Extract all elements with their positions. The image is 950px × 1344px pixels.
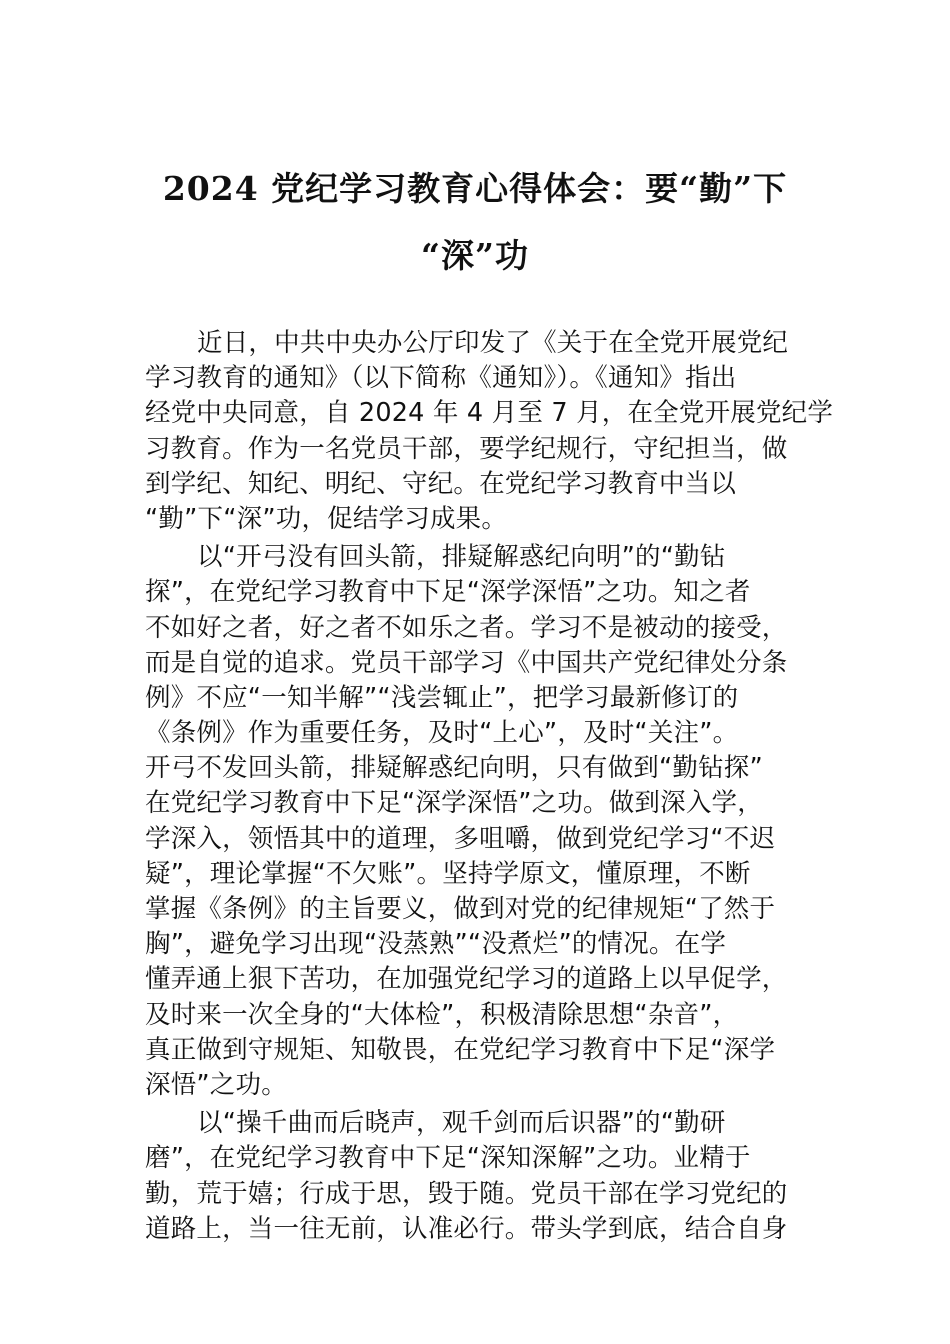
paragraph-line: 勤，荒于嬉；行成于思，毁于随。党员干部在学习党纪的 (145, 1178, 788, 1209)
paragraph-line: 学习教育的通知》（以下简称《通知》）。《通知》指出 (145, 363, 737, 394)
paragraph-line: 习教育。作为一名党员干部，要学纪规行，守纪担当，做 (145, 433, 788, 464)
paragraph-line: 《条例》作为重要任务，及时“上心”，及时“关注”。 (145, 718, 739, 749)
paragraph-line: 在党纪学习教育中下足“深学深悟”之功。做到深入学， (145, 788, 763, 819)
paragraph (145, 326, 834, 537)
document-title-line-1: 2024 党纪学习教育心得体会：要“勤”下 (162, 169, 788, 208)
paragraph-line: 磨”，在党纪学习教育中下足“深知深解”之功。业精于 (145, 1143, 751, 1174)
document-body (145, 326, 834, 1247)
paragraph-line: 深悟”之功。 (145, 1069, 287, 1100)
paragraph-line: 懂弄通上狠下苦功，在加强党纪学习的道路上以早促学， (145, 964, 788, 995)
paragraph-line: 及时来一次全身的“大体检”，积极清除思想“杂音”， (145, 999, 739, 1030)
paragraph-line: 经党中央同意，自 2024 年 4 月至 7 月，在全党开展党纪学 (145, 398, 834, 429)
paragraph-line: 道路上，当一往无前，认准必行。带头学到底，结合自身 (145, 1213, 788, 1244)
paragraph-line: 以“操千曲而后晓声，观千剑而后识器”的“勤研 (197, 1108, 726, 1139)
paragraph (145, 1106, 810, 1247)
paragraph-line: 不如好之者，好之者不如乐之者。学习不是被动的接受， (145, 612, 788, 643)
paragraph-line: 真正做到守规矩、知敬畏，在党纪学习教育中下足“深学 (145, 1034, 776, 1065)
paragraph-line: 例》不应“一知半解”“浅尝辄止”，把学习最新修订的 (145, 682, 739, 713)
paragraph-line: 近日，中共中央办公厅印发了《关于在全党开展党纪 (197, 328, 789, 358)
paragraph-line: “勤”下“深”功，促结学习成果。 (145, 503, 508, 534)
paragraph-line: 而是自觉的追求。党员干部学习《中国共产党纪律处分条 (145, 647, 788, 678)
paragraph-line: 探”，在党纪学习教育中下足“深学深悟”之功。知之者 (145, 577, 751, 608)
paragraph-line: 开弓不发回头箭，排疑解惑纪向明，只有做到“勤钻探” (145, 753, 763, 784)
paragraph-line: 胸”，避免学习出现“没蒸熟”“没煮烂”的情况。在学 (145, 929, 727, 960)
paragraph-line: 以“开弓没有回头箭，排疑解惑纪向明”的“勤钻 (197, 542, 726, 573)
paragraph-line: 到学纪、知纪、明纪、守纪。在党纪学习教育中当以 (145, 468, 737, 499)
document-title-line-2: “深”功 (421, 236, 529, 275)
paragraph (145, 540, 810, 1103)
paragraph-line: 学深入，领悟其中的道理，多咀嚼，做到党纪学习“不迟 (145, 823, 776, 854)
paragraph-line: 掌握《条例》的主旨要义，做到对党的纪律规矩“了然于 (145, 894, 776, 924)
paragraph-line: 疑”，理论掌握“不欠账”。坚持学原文，懂原理，不断 (145, 858, 751, 889)
